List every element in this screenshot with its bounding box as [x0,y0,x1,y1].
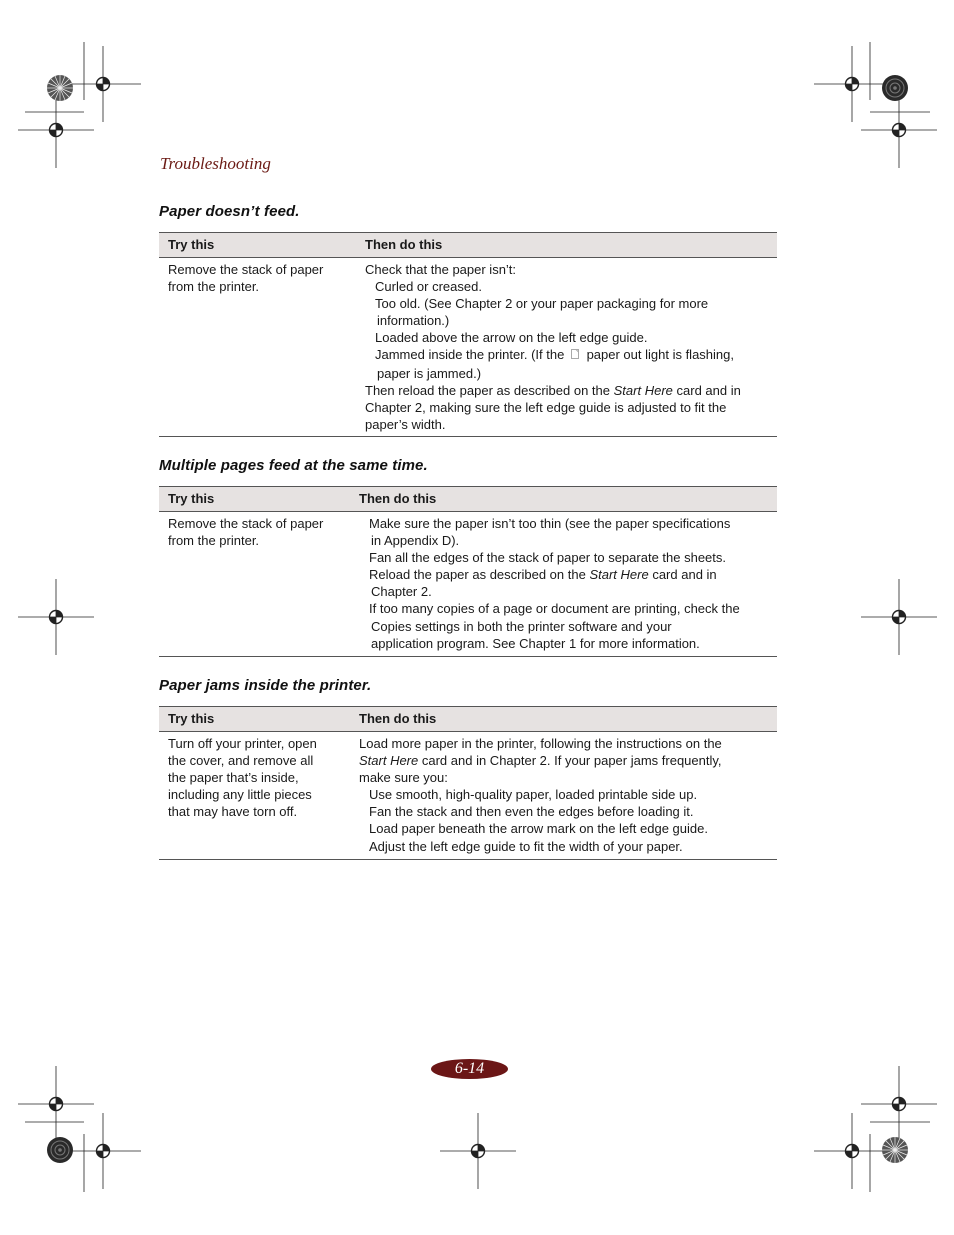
then-line: Use smooth, high-quality paper, loaded printable side up. [369,787,698,803]
column-header-then: Then do this [365,237,443,252]
then-text: Reload the paper as described on the [369,567,586,583]
try-line: from the printer. [168,533,260,549]
color-target-icon [881,1136,909,1164]
try-line: including any little pieces [168,787,312,803]
then-line: paper is jammed.) [377,365,482,381]
then-line: Chapter 2, making sure the left edge guide is adjusted to fit the [365,399,727,415]
start-here-reference: Start Here [589,567,649,583]
start-here-reference: Start Here [613,382,673,398]
then-line: information.) [377,313,450,329]
column-header-try: Try this [168,711,215,726]
copies-setting-name: Copies [371,618,412,634]
then-line: Adjust the left edge guide to fit the width of your paper. [369,838,683,854]
try-line: Remove the stack of paper [168,262,324,277]
then-line: Fan the stack and then even the edges before loading it. [369,804,694,820]
then-text: card and in [652,567,717,583]
section-heading: Multiple pages feed at the same time. [159,457,428,474]
column-header-try: Try this [168,237,215,252]
column-header-then: Then do this [359,711,437,726]
try-line: the cover, and remove all [168,753,314,769]
then-line: If too many copies of a page or document are printing, check the [369,601,740,617]
then-line: Load more paper in the printer, following the instructions on the [359,736,722,751]
then-line: Too old. (See Chapter 2 or your paper packaging for more [375,296,709,312]
then-line: application program. See Chapter 1 for more information. [371,635,700,651]
then-line: Make sure the paper isn’t too thin (see the paper specifications [369,516,731,531]
then-text: Jammed inside the printer. (If the [375,347,565,363]
try-line: the paper that’s inside, [168,770,299,786]
then-line: Loaded above the arrow on the left edge guide. [375,330,648,346]
color-target-icon [46,74,74,102]
then-text: card and in [676,382,741,398]
start-here-reference: Start Here [359,753,419,769]
then-line: make sure you: [359,770,448,786]
then-text: settings in both the printer software and your [415,618,672,634]
then-text: card and in Chapter 2. If your paper jams frequently, [421,753,722,769]
then-line: Load paper beneath the arrow mark on the left edge guide. [369,821,708,837]
try-line: Turn off your printer, open [168,736,317,751]
then-text: Then reload the paper as described on the [365,382,611,398]
try-line: that may have torn off. [168,804,298,820]
column-header-then: Then do this [359,491,437,506]
running-head: Troubleshooting [160,154,271,173]
column-header-try: Try this [168,491,215,506]
then-text: paper out light is flashing, [586,347,734,363]
then-line: paper’s width. [365,416,446,432]
section-heading: Paper doesn’t feed. [159,203,300,220]
color-target-icon [881,74,909,102]
then-line: Curled or creased. [375,279,482,295]
then-line: Chapter 2. [371,584,432,600]
color-target-icon [46,1136,74,1164]
try-line: from the printer. [168,279,260,295]
then-line: in Appendix D). [371,533,460,549]
section-heading: Paper jams inside the printer. [159,677,372,694]
then-line: Fan all the edges of the stack of paper to separate the sheets. [369,550,727,566]
try-line: Remove the stack of paper [168,516,324,531]
page-number-badge: 6-14 [431,1059,508,1079]
then-line: Check that the paper isn’t: [365,262,517,277]
